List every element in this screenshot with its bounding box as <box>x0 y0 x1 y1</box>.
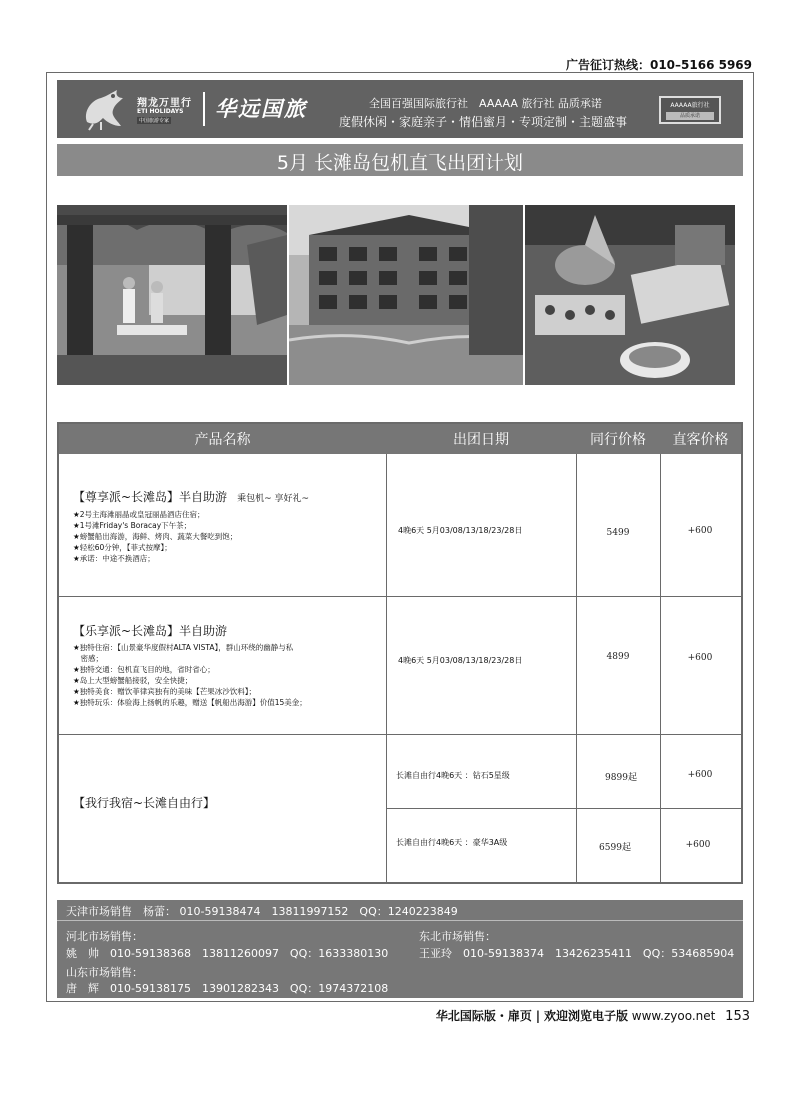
departure-date: 4晚6天 5月03/08/13/18/23/28日 <box>398 526 523 535</box>
trade-price: 9899起 <box>605 773 637 783</box>
logo-chinese-name: 翔龙万里行 <box>137 98 192 109</box>
page-number: 153 <box>725 1009 750 1024</box>
header-product-name: 产品名称 <box>194 432 251 448</box>
brand-name: 华远国旅 <box>215 97 307 121</box>
grid-line <box>576 454 577 884</box>
product-name <box>73 488 309 505</box>
page-title: 5月 长滩岛包机直飞出团计划 <box>276 152 524 174</box>
header-trade-price: 同行价格 <box>590 432 646 448</box>
feature-line: ★岛上大型螃蟹船接驳，安全快捷； <box>73 676 193 685</box>
grid-line <box>59 596 741 597</box>
product-title: 【乐享派~长滩岛】半自助游 <box>73 624 228 638</box>
brand-tagline-1: 全国百强国际旅行社 AAAAA 旅行社 品质承诺 <box>369 97 602 110</box>
direct-price: +600 <box>687 770 713 780</box>
option-description: 长滩自由行4晚6天 ：钻石5星级 <box>396 771 510 780</box>
product-title: 【我行我宿~长滩自由行】 <box>73 796 216 810</box>
photo-massage-pavilion <box>57 205 287 385</box>
departure-date: 4晚6天 5月03/08/13/18/23/28日 <box>398 656 523 665</box>
logo-subtitle: 中国旅游专家 <box>139 118 170 124</box>
trade-price: 5499 <box>606 528 630 538</box>
feature-line: ★2号主海滩丽晶或皇冠丽晶酒店住宿； <box>73 510 205 519</box>
direct-price: +600 <box>687 526 713 536</box>
product-features <box>73 642 307 708</box>
photo-resort-hotel <box>289 205 523 385</box>
feature-line: ★独特美食：赠饮菲律宾独有的美味【芒果冰沙饮料】； <box>73 687 256 696</box>
table-header-row <box>59 424 741 454</box>
footer-section: 华北国际版・扉页 <box>435 1009 532 1023</box>
trade-price: 6599起 <box>599 843 631 853</box>
table-row <box>73 622 307 708</box>
footer-url[interactable]: www.zyoo.net <box>631 1009 716 1023</box>
direct-price: +600 <box>685 840 711 850</box>
logo-english-name: ETI HOLIDAYS <box>137 108 184 115</box>
contact-divider <box>57 920 743 921</box>
page-footer <box>436 1007 750 1024</box>
footer-separator: | <box>535 1009 541 1023</box>
feature-line: ★1号滩Friday's Boracay下午茶； <box>73 521 192 530</box>
feature-line: ★承诺：中途不换酒店； <box>73 554 155 563</box>
product-tagline: 乘包机~ 享好礼~ <box>237 494 310 504</box>
table-row <box>73 488 309 564</box>
option-description: 长滩自由行4晚6天 ：豪华3A级 <box>396 838 508 847</box>
grid-line <box>386 808 741 809</box>
header-departure-date: 出团日期 <box>453 432 509 448</box>
table-row <box>73 794 215 811</box>
logo-divider <box>203 92 205 126</box>
badge-top-text: AAAAA旅行社 <box>670 102 710 109</box>
brand-tagline-2: 度假休闲・家庭亲子・情侣蜜月・专项定制・主题盛事 <box>339 115 628 129</box>
contact-shandong: 唐 辉 010-59138175 13901282343 QQ：1974372108 <box>66 982 389 995</box>
contact-hebei: 姚 帅 010-59138368 13811260097 QQ：1633380130 <box>66 947 389 960</box>
contact-tianjin: 天津市场销售 杨蕾： 010-59138474 13811997152 QQ：1240223849 <box>66 905 458 918</box>
title-bar <box>57 144 743 176</box>
grid-line <box>660 454 661 884</box>
ad-hotline: 广告征订热线：010–5166 5969 <box>565 58 752 72</box>
quality-badge <box>659 96 721 124</box>
trade-price: 4899 <box>606 652 630 662</box>
header-direct-price: 直客价格 <box>672 432 729 448</box>
product-title: 【尊享派~长滩岛】半自助游 <box>73 490 228 504</box>
contact-shandong-label: 山东市场销售： <box>66 966 143 979</box>
contact-dongbei: 王亚玲 010-59138374 13426235411 QQ：534685904 <box>419 947 735 960</box>
direct-price: +600 <box>687 653 713 663</box>
feature-line: 密感； <box>73 654 103 663</box>
footer-invite: 欢迎浏览电子版 <box>543 1009 628 1023</box>
grid-line <box>59 734 741 735</box>
feature-line: ★独特住宿：【山景豪华度假村ALTA VISTA】，群山环绕的幽静与私 <box>73 643 294 652</box>
product-table <box>57 422 743 884</box>
dragon-logo-icon <box>79 86 129 132</box>
feature-line: ★独特玩乐：体验海上扬帆的乐趣，赠送【帆船出海游】价值15美金； <box>73 698 307 707</box>
header-banner <box>57 80 743 138</box>
badge-bottom-text: 品质承诺 <box>666 112 714 120</box>
feature-line: ★独特交通：包机直飞目的地，省时省心； <box>73 665 215 674</box>
grid-line <box>386 454 387 884</box>
photo-buffet-dishes <box>525 205 735 385</box>
sales-contacts <box>57 900 743 998</box>
product-features <box>73 509 309 564</box>
feature-line: ★轻松60分钟，【菲式按摩】； <box>73 543 172 552</box>
contact-hebei-label: 河北市场销售： <box>66 930 143 943</box>
contact-dongbei-label: 东北市场销售： <box>419 930 496 943</box>
feature-line: ★螃蟹船出海游，海鲜、烤肉、蔬菜大餐吃到饱； <box>73 532 238 541</box>
